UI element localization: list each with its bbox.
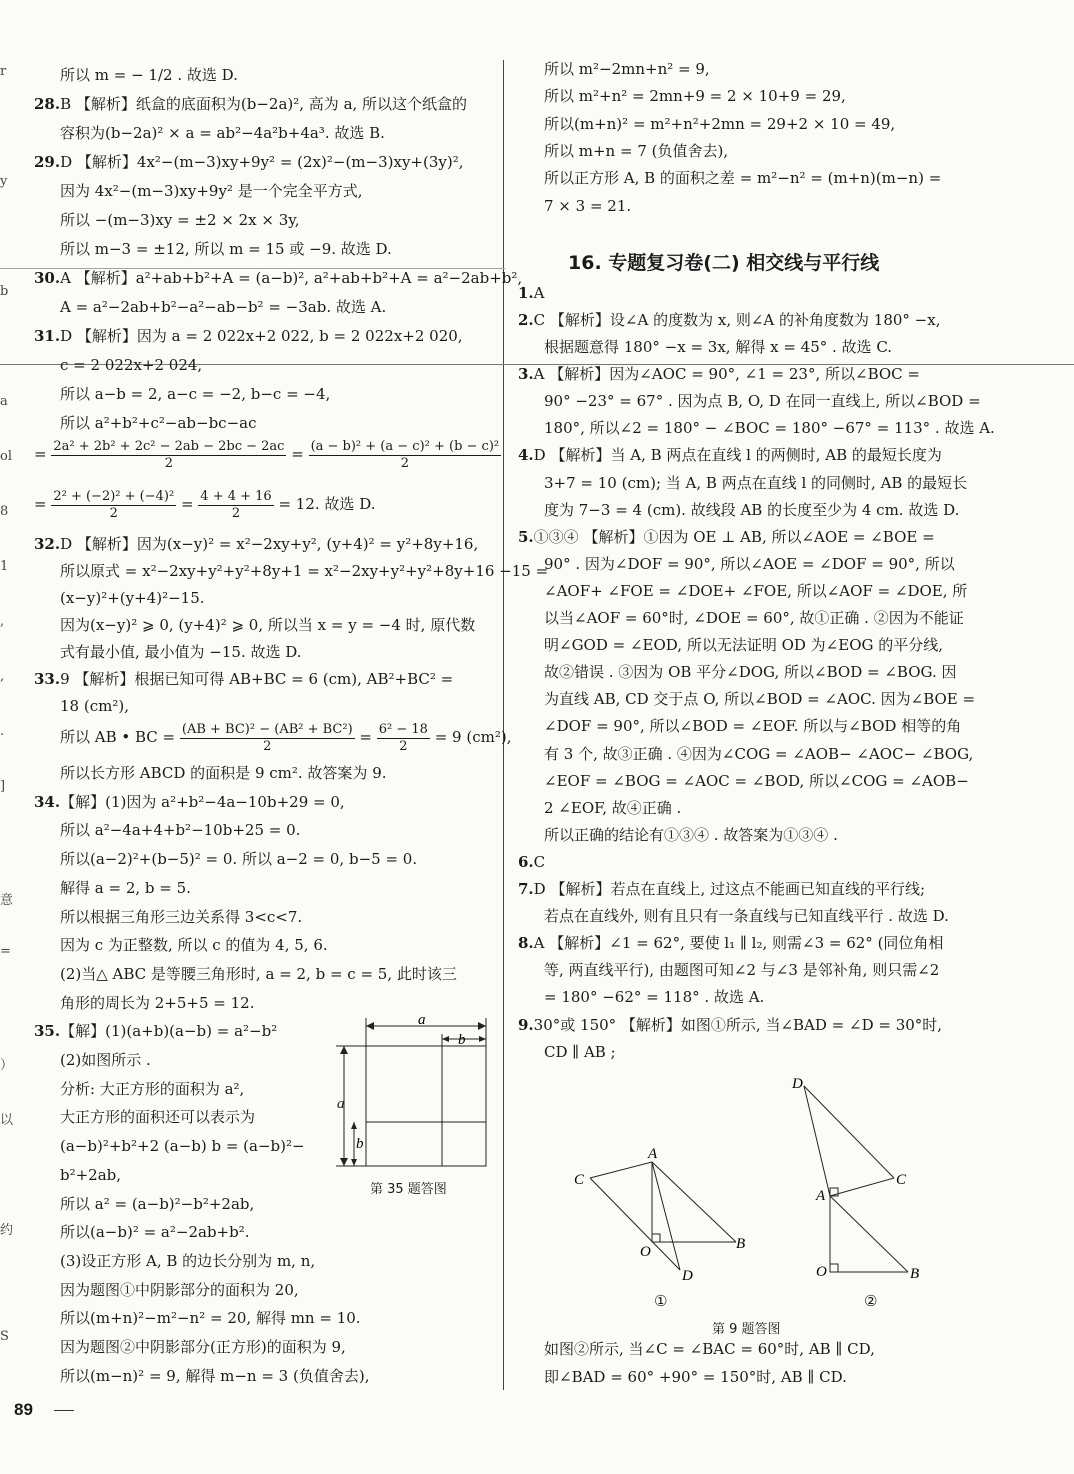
line-text: 分析: 大正方形的面积为 a², <box>60 1079 245 1098</box>
line-text: ①③④ 【解析】①因为 OE ⊥ AB, 所以∠AOE = ∠BOE = <box>533 527 935 546</box>
line-text: (2)如图所示 . <box>60 1051 151 1069</box>
right-text-line <box>518 282 545 304</box>
line-text: 因为(x−y)² ⩾ 0, (y+4)² ⩾ 0, 所以当 x = y = −4 时, 原代数 <box>60 616 476 634</box>
svg-text:B: B <box>910 1266 920 1282</box>
line-text: 故②错误 . ③因为 OB 平分∠DOG, 所以∠BOD = ∠BOG. 因 <box>544 663 957 682</box>
line-text: B 【解析】纸盒的底面积为(b−2a)², 高为 a, 所以这个纸盒的 <box>60 95 468 113</box>
question-number: 30. <box>34 269 61 287</box>
figure-9-2 <box>791 1076 919 1282</box>
line-text: (a−b)²+b²+2 (a−b) b = (a−b)²− <box>60 1137 305 1156</box>
line-text: 角形的周长为 2+5+5 = 12. <box>60 993 255 1012</box>
line-text: 所以正方形 A, B 的面积之差 = m²−n² = (m+n)(m−n) = <box>544 169 942 188</box>
fraction: $\frac{\text{(AB + BC)² − (AB² + BC²)}}{2}$ <box>181 721 353 754</box>
left-text-line <box>60 238 392 260</box>
line-text: A = a²−2ab+b²−a²−ab−b² = −3ab. 故选 A. <box>60 298 387 316</box>
right-text-line <box>544 743 973 765</box>
line-text: 7 × 3 = 21. <box>544 196 632 215</box>
svg-text:A: A <box>816 1188 826 1204</box>
edge-mark: a <box>0 394 8 409</box>
right-text-line <box>518 1014 942 1036</box>
line-text: 3+7 = 10 (cm); 当 A, B 两点在直线 l 的同侧时, AB 的最短长 <box>544 473 968 492</box>
right-text-line <box>544 661 957 683</box>
line-text: D 【解析】若点在直线上, 过这点不能画已知直线的平行线; <box>533 880 926 898</box>
right-text-line <box>544 417 995 439</box>
svg-text:A: A <box>648 1146 658 1162</box>
right-text-line <box>544 58 710 80</box>
svg-text:C: C <box>574 1172 585 1188</box>
line-text: C <box>533 852 546 871</box>
right-text-line <box>544 688 975 710</box>
line-text: 即∠BAD = 60° +90° = 150°时, AB ∥ CD. <box>544 1368 847 1386</box>
line-text: 所以(a−b)² = a²−2ab+b². <box>60 1223 250 1242</box>
question-number: 28. <box>34 95 61 113</box>
question-number: 7. <box>518 880 534 898</box>
line-text: 所以 a²+b²+c²−ab−bc−ac <box>60 414 257 432</box>
left-text-line <box>60 1365 369 1387</box>
line-text: 90° −23° = 67° . 因为点 B, O, D 在同一直线上, 所以∠BOD = <box>544 392 981 411</box>
fig35-a-top: a <box>418 1012 426 1028</box>
line-text: 为直线 AB, CD 交于点 O, 所以∠BOD = ∠AOC. 因为∠BOE = <box>544 690 976 709</box>
left-text-line <box>60 1279 299 1301</box>
page-number-dash <box>54 1410 74 1411</box>
right-text-line <box>544 1041 616 1063</box>
line-text: ∠AOF+ ∠FOE = ∠DOE+ ∠FOE, 所以∠AOF = ∠DOE, 所 <box>544 581 968 600</box>
fraction: $\frac{\text{6² − 18}}{2}$ <box>378 721 428 754</box>
right-text-line <box>518 363 920 385</box>
svg-text:D: D <box>682 1268 693 1284</box>
left-text-line <box>60 1336 346 1358</box>
left-text-line <box>60 819 300 841</box>
line-text: 30°或 150° 【解析】如图①所示, 当∠BAD = ∠D = 30°时, <box>533 1015 943 1034</box>
fraction: $\frac{\text{2² + (−2)² + (−4)²}}{2}$ <box>53 488 175 521</box>
line-text: 大正方形的面积还可以表示为 <box>60 1108 256 1127</box>
left-text-line <box>60 122 385 144</box>
left-text-line <box>60 848 417 870</box>
svg-text:O: O <box>640 1244 651 1260</box>
right-text-line <box>518 444 942 466</box>
line-text: 所以 m²+n² = 2mn+9 = 2 × 10+9 = 29, <box>544 87 846 106</box>
right-text-line <box>518 526 935 548</box>
left-text-line <box>60 934 328 956</box>
right-text-line <box>518 851 545 873</box>
edge-mark: = <box>0 944 11 959</box>
edge-mark: y <box>0 174 8 189</box>
left-text-line <box>34 1020 277 1042</box>
line-text: 所以 a−b = 2, a−c = −2, b−c = −4, <box>60 385 331 403</box>
edge-mark: 以 <box>0 1113 14 1128</box>
line-text: 所以(m−n)² = 9, 解得 m−n = 3 (负值舍去), <box>60 1366 370 1385</box>
edge-mark: 意 <box>0 893 14 908</box>
line-text: 所以(m+n)²−m²−n² = 20, 解得 mn = 10. <box>60 1309 361 1328</box>
left-text-line <box>60 412 257 434</box>
line-text: 所以原式 = x²−2xy+y²+y²+8y+1 = x²−2xy+y²+y²+8y+16 −15 = <box>60 562 549 580</box>
right-text-line <box>544 336 892 358</box>
right-text-line <box>544 580 967 602</box>
edge-mark: S <box>0 1329 9 1344</box>
question-number: 2. <box>518 310 534 329</box>
edge-mark: b <box>0 284 9 299</box>
right-text-line <box>518 878 925 900</box>
line-text: 因为 4x²−(m−3)xy+9y² 是一个完全平方式, <box>60 182 363 200</box>
q31-fraction-line-1: = $\frac{\text{2a² + 2b² + 2c² − 2ab − 2bc − 2ac}}{2}$ = $\frac{\text{(a − b)² + (a − c)² + (b − c)²}}{2}$ <box>34 438 500 471</box>
page-number: 89 <box>14 1400 33 1419</box>
svg-text:C: C <box>896 1172 907 1188</box>
line-text: 所以 a²−4a+4+b²−10b+25 = 0. <box>60 821 301 840</box>
edge-mark: . <box>0 724 5 739</box>
right-text-line <box>544 167 941 189</box>
line-text: 所以 m²−2mn+n² = 9, <box>544 60 710 78</box>
line-text: (3)设正方形 A, B 的边长分别为 m, n, <box>60 1251 316 1270</box>
right-text-line <box>544 770 969 792</box>
line-text: 式有最小值, 最小值为 −15. 故选 D. <box>60 643 302 661</box>
figure-35-caption: 第 35 题答图 <box>370 1182 447 1197</box>
question-number: 6. <box>518 852 534 871</box>
line-text: 180°, 所以∠2 = 180° − ∠BOC = 180° −67° = 113° . 故选 A. <box>544 419 995 438</box>
line-text: A <box>533 283 545 302</box>
right-text-line <box>544 499 959 521</box>
line-text: 【解】(1)(a+b)(a−b) = a²−b² <box>60 1022 278 1041</box>
question-number: 34. <box>34 792 61 811</box>
line-text: 以当∠AOF = 60°时, ∠DOE = 60°, 故①正确 . ②因为不能证 <box>544 609 964 627</box>
left-text-line <box>34 267 522 289</box>
fig35-b-side: b <box>356 1136 364 1152</box>
line-text: 根据题意得 180° −x = 3x, 解得 x = 45° . 故选 C. <box>544 338 893 356</box>
figure-9-label-1: ① <box>654 1292 668 1310</box>
right-text-line <box>518 932 943 954</box>
left-text-line <box>60 906 302 928</box>
left-text-line <box>60 64 238 86</box>
left-text-line <box>60 1193 254 1215</box>
left-text-line <box>60 1106 255 1128</box>
question-number: 4. <box>518 446 534 465</box>
edge-mark: , <box>0 669 5 684</box>
fraction: $\frac{\text{2a² + 2b² + 2c² − 2ab − 2bc − 2ac}}{2}$ <box>53 438 285 471</box>
left-text-line <box>60 963 457 985</box>
left-text-line <box>34 791 345 813</box>
left-text-line <box>60 1078 244 1100</box>
line-text: 所以正确的结论有①③④ . 故答案为①③④ . <box>544 825 838 844</box>
line-text: 所以 m−3 = ±12, 所以 m = 15 或 −9. 故选 D. <box>60 240 392 258</box>
line-text: 所以(m+n)² = m²+n²+2mn = 29+2 × 10 = 49, <box>544 114 896 133</box>
left-text-line <box>60 587 205 609</box>
figure-35-diagram <box>330 1010 500 1170</box>
line-text: D 【解析】因为 a = 2 022x+2 022, b = 2 022x+2 020, <box>60 327 463 345</box>
section-title: 16. 专题复习卷(二) 相交线与平行线 <box>568 251 880 274</box>
left-text-line <box>60 1049 151 1071</box>
question-number: 33. <box>34 670 61 688</box>
line-text: b²+2ab, <box>60 1165 122 1184</box>
question-number: 3. <box>518 365 534 384</box>
line-text: 因为题图②中阴影部分(正方形)的面积为 9, <box>60 1338 346 1356</box>
line-text: 容积为(b−2a)² × a = ab²−4a²b+4a³. 故选 B. <box>60 124 385 142</box>
left-text-line <box>60 762 387 784</box>
line-text: 明∠GOD = ∠EOD, 所以无法证明 OD 为∠EOG 的平分线, <box>544 636 944 655</box>
line-text: (2)当△ ABC 是等腰三角形时, a = 2, b = c = 5, 此时该三 <box>60 964 457 983</box>
edge-mark: 8 <box>0 504 9 519</box>
edge-mark: r <box>0 64 7 79</box>
left-text-line <box>60 180 362 202</box>
svg-text:O: O <box>816 1264 827 1280</box>
line-text: D 【解析】因为(x−y)² = x²−2xy+y², (y+4)² = y²+8y+16, <box>60 535 479 553</box>
line-text: D 【解析】当 A, B 两点在直线 l 的两侧时, AB 的最短长度为 <box>533 446 942 465</box>
left-text-line <box>60 641 302 663</box>
right-text-line <box>544 553 955 575</box>
edge-mark: ] <box>0 779 6 794</box>
line-text: 因为题图①中阴影部分的面积为 20, <box>60 1280 299 1299</box>
right-text-line <box>544 715 961 737</box>
line-text: 2 ∠EOF, 故④正确 . <box>544 798 682 817</box>
edge-mark: 约 <box>0 1223 14 1238</box>
left-text-line <box>60 354 202 376</box>
left-text-line <box>60 209 300 231</box>
left-text-line <box>60 877 191 899</box>
line-text: A 【解析】a²+ab+b²+A = (a−b)², a²+ab+b²+A = a²−2ab+b², <box>60 269 523 287</box>
line-text: D 【解析】4x²−(m−3)xy+9y² = (2x)²−(m−3)xy+(3y)², <box>60 153 464 171</box>
left-text-line <box>60 992 255 1014</box>
line-text: 所以 −(m−3)xy = ±2 × 2x × 3y, <box>60 211 300 229</box>
edge-mark: 1 <box>0 559 9 574</box>
line-text: 所以 a² = (a−b)²−b²+2ab, <box>60 1194 255 1213</box>
left-text-line <box>34 151 464 173</box>
right-text-line <box>544 824 838 846</box>
figure-9-1 <box>574 1146 745 1284</box>
right-text-line <box>544 140 728 162</box>
left-text-line <box>60 1164 121 1186</box>
line-text: 因为 c 为正整数, 所以 c 的值为 4, 5, 6. <box>60 936 328 955</box>
right-text-line <box>544 905 949 927</box>
line-text: (x−y)²+(y+4)²−15. <box>60 589 205 607</box>
line-text: 所以长方形 ABCD 的面积是 9 cm². 故答案为 9. <box>60 764 387 782</box>
right-text-line <box>544 85 846 107</box>
line-text: CD ∥ AB ; <box>544 1042 616 1061</box>
fig35-a-side: a <box>337 1096 345 1112</box>
line-text: 所以根据三角形三边关系得 3<c<7. <box>60 907 303 926</box>
question-number: 8. <box>518 934 534 953</box>
line-text: 18 (cm²), <box>60 697 129 715</box>
left-text-line <box>34 93 467 115</box>
figure-9-diagram <box>560 1070 940 1300</box>
line-text: A 【解析】因为∠AOC = 90°, ∠1 = 23°, 所以∠BOC = <box>533 365 920 384</box>
left-text-line <box>60 614 475 636</box>
question-number: 1. <box>518 283 534 302</box>
line-text: ∠EOF = ∠BOG = ∠AOC = ∠BOD, 所以∠COG = ∠AOB− <box>544 771 969 790</box>
question-number: 5. <box>518 527 534 546</box>
right-text-line <box>544 390 981 412</box>
left-text-line <box>60 1250 315 1272</box>
q31-fraction-line-2: = $\frac{\text{2² + (−2)² + (−4)²}}{2}$ = $\frac{4 + 4 + 16}{2}$ = 12. 故选 D. <box>34 488 376 521</box>
right-text-line <box>544 607 964 629</box>
q33-fraction-line: 所以 AB • BC = $\frac{\text{(AB + BC)² − (AB² + BC²)}}{2}$ = $\frac{\text{6² − 18}}{2}$ = 9 (cm²), <box>60 721 512 754</box>
line-text: 如图②所示, 当∠C = ∠BAC = 60°时, AB ∥ CD, <box>544 1340 875 1358</box>
line-text: 【解】(1)因为 a²+b²−4a−10b+29 = 0, <box>60 792 345 811</box>
right-text-line <box>544 986 764 1008</box>
question-number: 32. <box>34 535 61 553</box>
line-text: C 【解析】设∠A 的度数为 x, 则∠A 的补角度数为 180° −x, <box>533 310 941 329</box>
question-number: 35. <box>34 1022 61 1041</box>
line-text: 90° . 因为∠DOF = 90°, 所以∠AOE = ∠DOF = 90°, 所以 <box>544 554 955 573</box>
line-text: = 180° −62° = 118° . 故选 A. <box>544 988 765 1007</box>
question-number: 31. <box>34 327 61 345</box>
fig35-b-top: b <box>458 1032 466 1048</box>
line-text: 解得 a = 2, b = 5. <box>60 878 191 897</box>
svg-text:D: D <box>792 1076 803 1092</box>
left-text-line <box>34 533 478 555</box>
line-text: c = 2 022x+2 024, <box>60 356 203 374</box>
figure-9-label-2: ② <box>864 1292 878 1310</box>
line-text: 9 【解析】根据已知可得 AB+BC = 6 (cm), AB²+BC² = <box>60 670 454 688</box>
svg-text:B: B <box>736 1236 746 1252</box>
fraction: $\frac{4 + 4 + 16}{2}$ <box>200 488 272 521</box>
left-text-line <box>60 296 386 318</box>
right-text-line <box>544 195 631 217</box>
question-number: 29. <box>34 153 61 171</box>
right-text-line <box>544 1338 875 1360</box>
line-text: 所以 m = − 1/2 . 故选 D. <box>60 66 238 84</box>
right-text-line <box>544 113 895 135</box>
line-text: A 【解析】∠1 = 62°, 要使 l₁ ∥ l₂, 则需∠3 = 62° (同位角相 <box>533 934 944 953</box>
line-text: ∠DOF = 90°, 所以∠BOD = ∠EOF. 所以与∠BOD 相等的角 <box>544 717 962 736</box>
line-text: 若点在直线外, 则有且只有一条直线与已知直线平行 . 故选 D. <box>544 907 949 926</box>
edge-mark: ol <box>0 449 12 464</box>
left-text-line <box>34 325 463 347</box>
edge-mark: , <box>0 614 5 629</box>
left-text-line <box>60 1135 305 1157</box>
right-text-line <box>544 634 943 656</box>
right-text-line <box>544 1366 847 1388</box>
line-text: 有 3 个, 故③正确 . ④因为∠COG = ∠AOB− ∠AOC− ∠BOG, <box>544 744 974 763</box>
left-text-line <box>60 695 129 717</box>
right-text-line <box>544 472 967 494</box>
line-text: 度为 7−3 = 4 (cm). 故线段 AB 的长度至少为 4 cm. 故选 D. <box>544 500 960 519</box>
edge-mark: ） <box>0 1058 14 1073</box>
figure-9-caption: 第 9 题答图 <box>712 1322 781 1337</box>
question-number: 9. <box>518 1015 534 1034</box>
left-text-line <box>60 383 330 405</box>
right-text-line <box>544 797 681 819</box>
left-text-line <box>34 668 453 690</box>
left-text-line <box>60 560 548 582</box>
line-text: 所以(a−2)²+(b−5)² = 0. 所以 a−2 = 0, b−5 = 0. <box>60 850 418 869</box>
right-text-line <box>544 959 939 981</box>
fraction: $\frac{\text{(a − b)² + (a − c)² + (b − c)²}}{2}$ <box>310 438 500 471</box>
left-text-line <box>60 1307 361 1329</box>
left-text-line <box>60 1221 250 1243</box>
line-text: 等, 两直线平行), 由题图可知∠2 与∠3 是邻补角, 则只需∠2 <box>544 961 940 980</box>
right-text-line <box>518 309 940 331</box>
line-text: 所以 m+n = 7 (负值舍去), <box>544 141 729 160</box>
